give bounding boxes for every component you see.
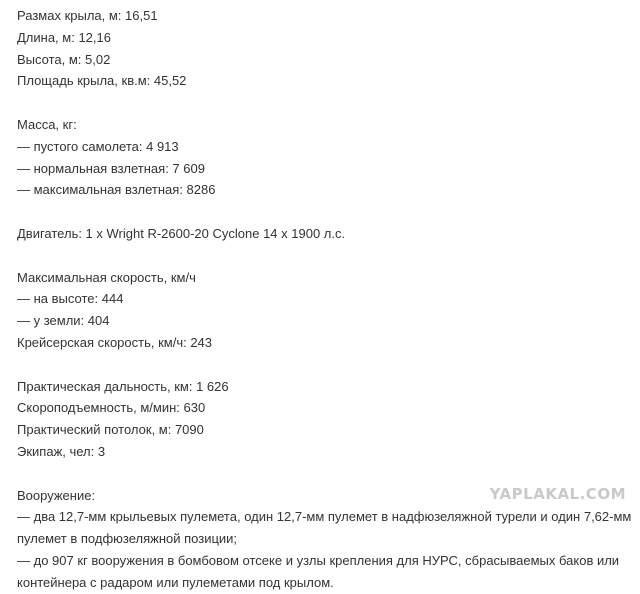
armament-guns-line: — два 12,7-мм крыльевых пулемета, один 12,7-мм пулемет в надфюзеляжной турели и один 7,62-мм пулемет в подфюзеляжной позиции;: [17, 509, 632, 547]
wing-area-line: Площадь крыла, кв.м: 45,52: [17, 73, 187, 89]
height-line: Высота, м: 5,02: [17, 51, 111, 67]
armament-heading: Вооружение:: [17, 487, 96, 503]
mass-heading: Масса, кг:: [17, 116, 77, 132]
spec-text-block: [17, 5, 632, 594]
armament-bombs-line: — до 907 кг вооружения в бомбовом отсеке и узлы крепления для НУРС, сбрасываемых баков или контейнера с радаром или пулеметами под крылом.: [17, 552, 620, 590]
speed-ground-line: — у земли: 404: [17, 313, 110, 329]
wingspan-line: Размах крыла, м: 16,51: [17, 8, 158, 23]
length-line: Длина, м: 12,16: [17, 29, 111, 45]
ceiling-line: Практический потолок, м: 7090: [17, 422, 204, 438]
speed-altitude-line: — на высоте: 444: [17, 291, 124, 307]
mass-empty-line: — пустого самолета: 4 913: [17, 138, 179, 154]
spacer: [17, 463, 632, 485]
spacer: [17, 354, 632, 376]
engine-line: Двигатель: 1 x Wright R-2600-20 Cyclone 14 x 1900 л.с.: [17, 225, 346, 241]
crew-line: Экипаж, чел: 3: [17, 443, 106, 459]
speed-heading: Максимальная скорость, км/ч: [17, 269, 196, 285]
climb-rate-line: Скороподъемность, м/мин: 630: [17, 400, 206, 416]
range-line: Практическая дальность, км: 1 626: [17, 378, 229, 394]
cruise-speed-line: Крейсерская скорость, км/ч: 243: [17, 334, 213, 350]
mass-normal-line: — нормальная взлетная: 7 609: [17, 160, 205, 176]
spacer: [17, 245, 632, 267]
mass-max-line: — максимальная взлетная: 8286: [17, 182, 216, 198]
site-watermark: YAPLAKAL.COM: [489, 485, 626, 503]
spacer: [17, 92, 632, 114]
spacer: [17, 201, 632, 223]
